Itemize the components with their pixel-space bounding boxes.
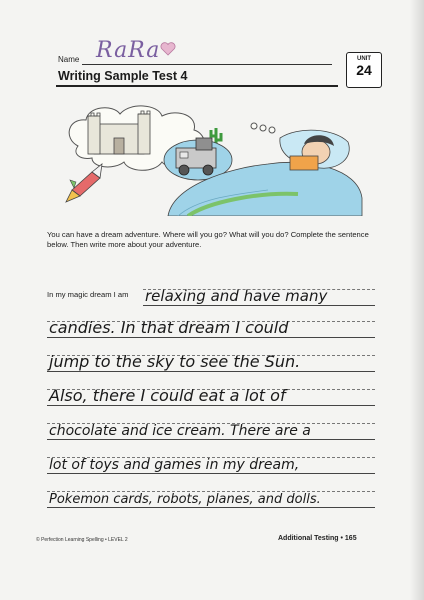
copyright-footer: © Perfection Learning Spelling • LEVEL 2 (36, 537, 128, 543)
title-rule (56, 85, 338, 87)
page-edge-shadow (410, 0, 424, 600)
heart-icon (160, 42, 176, 56)
baseline (47, 507, 375, 508)
page-footer (278, 535, 357, 542)
page-number: 165 (344, 535, 357, 542)
dream-illustration (58, 98, 368, 216)
unit-number: 24 (356, 62, 372, 78)
baseline (47, 371, 375, 372)
baseline (47, 405, 375, 406)
unit-badge (346, 52, 382, 88)
name-label: Name (58, 55, 80, 64)
section-name: Additional Testing (278, 535, 339, 542)
writing-line[interactable] (47, 448, 375, 474)
writing-line[interactable] (47, 380, 375, 406)
baseline (47, 439, 375, 440)
writing-line[interactable] (143, 280, 375, 306)
handwritten-text: candies. In that dream I could (49, 318, 289, 337)
footer-bullet: • (340, 535, 343, 542)
handwritten-text: Pokemon cards, robots, planes, and dolls. (49, 492, 321, 507)
writing-line[interactable] (47, 414, 375, 440)
page-title: Writing Sample Test 4 (58, 69, 188, 83)
rocket-icon (66, 164, 102, 202)
writing-prompt: You can have a dream adventure. Where will you go? What will you do? Complete the sentence below. Then write more about your adventure. (47, 230, 369, 249)
writing-line[interactable] (47, 312, 375, 338)
writing-line[interactable] (47, 482, 375, 508)
handwritten-text: chocolate and ice cream. There are a (49, 423, 311, 439)
handwritten-text: jump to the sky to see the Sun. (49, 352, 301, 371)
unit-label: UNIT (357, 56, 371, 62)
handwritten-text: Also, there I could eat a lot of (49, 386, 286, 405)
baseline (143, 305, 375, 306)
baseline (47, 473, 375, 474)
name-line (82, 64, 332, 65)
writing-line[interactable] (47, 346, 375, 372)
student-name: RaRa (96, 38, 161, 63)
sentence-starter: In my magic dream I am (47, 290, 129, 299)
baseline (47, 337, 375, 338)
handwritten-text: relaxing and have many (145, 287, 328, 305)
handwritten-text: lot of toys and games in my dream, (49, 457, 300, 473)
